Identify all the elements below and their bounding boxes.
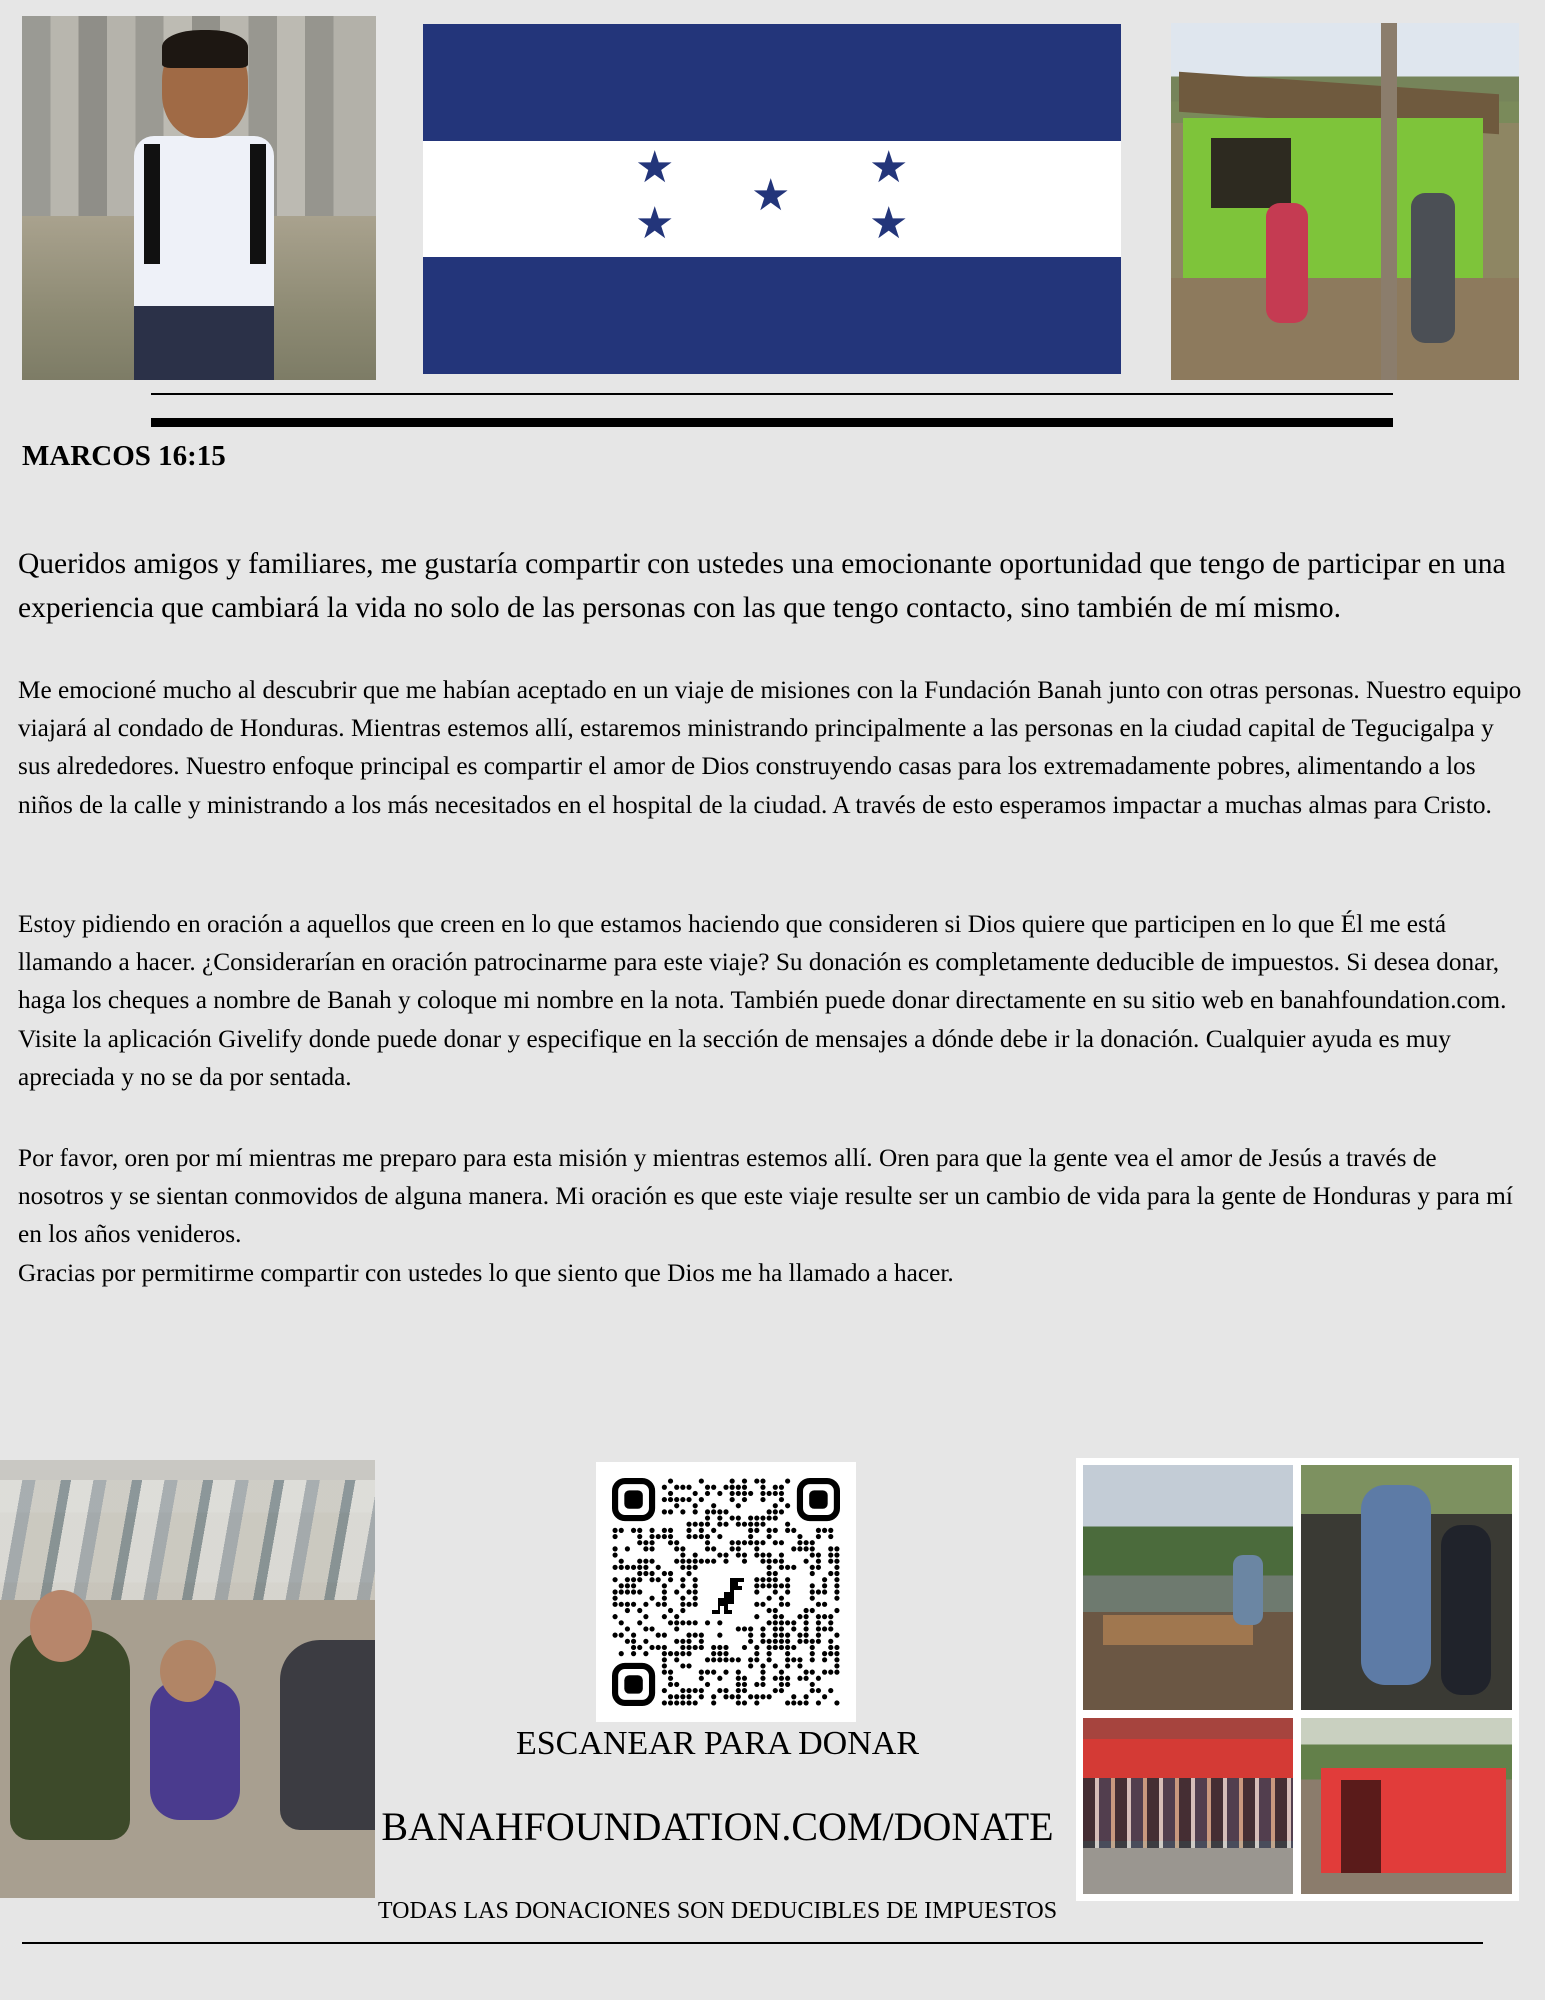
- intro-paragraph: Queridos amigos y familiares, me gustaría compartir con ustedes una emocionante oportunidad que tengo de participar en una experiencia que cambiará la vida no solo de las personas con las que tengo contacto, sino también de mí mismo.: [18, 548, 1506, 624]
- flag-star: ★: [869, 142, 909, 193]
- qr-finder-pattern: [615, 1666, 652, 1703]
- qr-finder-pattern: [615, 1481, 652, 1518]
- collage-photos: [1076, 1458, 1519, 1901]
- body-paragraph: Estoy pidiendo en oración a aquellos que creen en lo que estamos haciendo que consideren si Dios quiere que participen en lo que Él me está llamando a hacer. ¿Considerarían en oración patrocinarme para este viaje? Su donación es completamente deducible de impuestos. Si desea donar, haga los cheques a nombre de Banah y coloque mi nombre en la nota. También puede donar directamente en su sitio web en banahfoundation.com. Visite la aplicación Givelify donde puede donar y especifique en la sección de mensajes a dónde debe ir la donación. Cualquier ayuda es muy apreciada y no se da por sentada.: [18, 910, 1507, 1091]
- dinosaur-icon: [712, 1578, 744, 1614]
- flag-star: ★: [869, 198, 909, 249]
- qr-code-image: [612, 1478, 840, 1706]
- closing-paragraph: Gracias por permitirme compartir con ustedes lo que siento que Dios me ha llamado a hacer.: [18, 1259, 954, 1287]
- verse-heading: MARCOS 16:15: [22, 440, 226, 472]
- honduras-flag: [423, 24, 1121, 374]
- collage-photo: [1083, 1465, 1293, 1710]
- body-paragraph: Me emocioné mucho al descubrir que me habían aceptado en un viaje de misiones con la Fundación Banah junto con otras personas. Nuestro equipo viajará al condado de Honduras. Mientras estemos allí, estaremos ministrando principalmente a las personas en la ciudad capital de Tegucigalpa y sus alrededores. Nuestro enfoque principal es compartir el amor de Dios construyendo casas para los extremadamente pobres, alimentando a los niños de la calle y ministrando a los más necesitados en el hospital de la ciudad. A través de esto esperamos impactar a muchas almas para Cristo.: [18, 676, 1522, 819]
- qr-finder-pattern: [800, 1481, 837, 1518]
- child-photo: [22, 16, 376, 380]
- divider-thick: [151, 418, 1393, 427]
- collage-photo: [1301, 1718, 1512, 1894]
- flag-star: ★: [635, 142, 675, 193]
- scan-to-donate-label: ESCANEAR PARA DONAR: [515, 1725, 920, 1762]
- divider-thin: [151, 393, 1393, 395]
- collage-photo: [1301, 1465, 1512, 1710]
- tax-deductible-note: TODAS LAS DONACIONES SON DEDUCIBLES DE IMPUESTOS: [377, 1898, 1058, 1924]
- divider-bottom: [22, 1942, 1483, 1944]
- flag-star: ★: [751, 170, 791, 221]
- body-paragraph: Por favor, oren por mí mientras me preparo para esta misión y mientras estemos allí. Oren para que la gente vea el amor de Jesús a través de nosotros y se sientan conmovidos de alguna manera. Mi oración es que este viaje resulte ser un cambio de vida para la gente de Honduras y para mí en los años venideros.: [18, 1144, 1513, 1249]
- tiny-text: [22, 493, 142, 496]
- flag-star: ★: [635, 198, 675, 249]
- children-photo: [0, 1460, 375, 1898]
- donate-qr-code[interactable]: [596, 1462, 856, 1722]
- donate-url-link[interactable]: BANAHFOUNDATION.COM/DONATE: [381, 1804, 1054, 1849]
- construction-photo: [1171, 23, 1519, 380]
- collage-photo: [1083, 1718, 1293, 1894]
